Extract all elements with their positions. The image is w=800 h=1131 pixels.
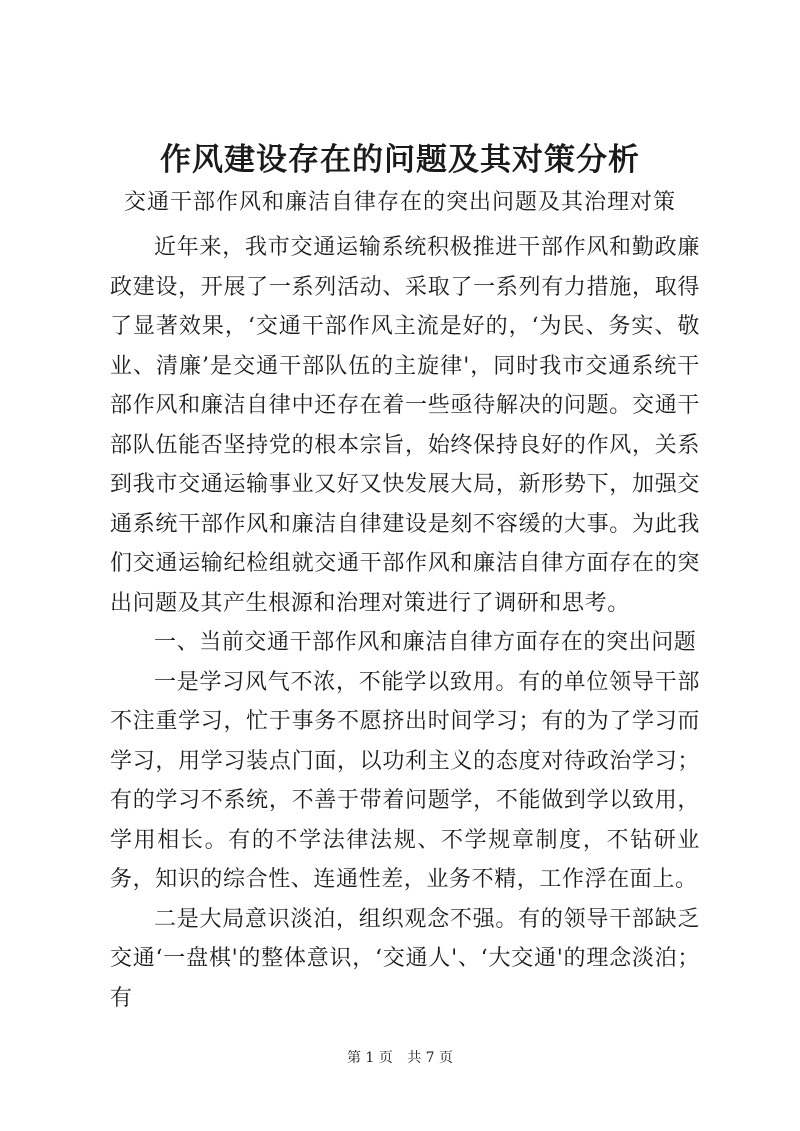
- section-heading: 一、当前交通干部作风和廉洁自律方面存在的突出问题: [154, 630, 697, 655]
- page-number: 第 1 页: [346, 1050, 393, 1066]
- document-subtitle: 交通干部作风和廉洁自律存在的突出问题及其治理对策: [123, 190, 676, 215]
- body-paragraph-intro: 近年来，我市交通运输系统积极推进干部作风和勤政廉政建设，开展了一系列活动、采取了一系列有力措施，取得了显著效果，‘交通干部作风主流是好的，‘为民、务实、敬业、清廉’是交通干部队伍的主旋律'，同时我市交通系统干部作风和廉洁自律中还存在着一些亟待解决的问题。交通干部队伍能否坚持党的根本宗旨，始终保持良好的作风，关系到我市交通运输事业又好又快发展大局，新形势下，加强交通系统干部作风和廉洁自律建设是刻不容缓的大事。为此我们交通运输纪检组就交通干部作风和廉洁自律方面存在的突出问题及其产生根源和治理对策进行了调研和思考。: [110, 235, 700, 616]
- document-body: [110, 228, 700, 1018]
- document-title: 作风建设存在的问题及其对策分析: [160, 142, 640, 178]
- body-paragraph-overall: 二是大局意识淡泊，组织观念不强。有的领导干部缺乏交通‘一盘棋'的整体意识，‘交通人'、‘大交通'的理念淡泊；有: [110, 906, 700, 1011]
- body-paragraph-study: 一是学习风气不浓，不能学以致用。有的单位领导干部不注重学习，忙于事务不愿挤出时间学习；有的为了学习而学习，用学习装点门面，以功利主义的态度对待政治学习；有的学习不系统，不善于带着问题学，不能做到学以致用，学用相长。有的不学法律法规、不学规章制度，不钻研业务，知识的综合性、连通性差，业务不精，工作浮在面上。: [110, 669, 700, 892]
- page-total: 共 7 页: [407, 1050, 454, 1066]
- page-footer: [0, 1048, 800, 1068]
